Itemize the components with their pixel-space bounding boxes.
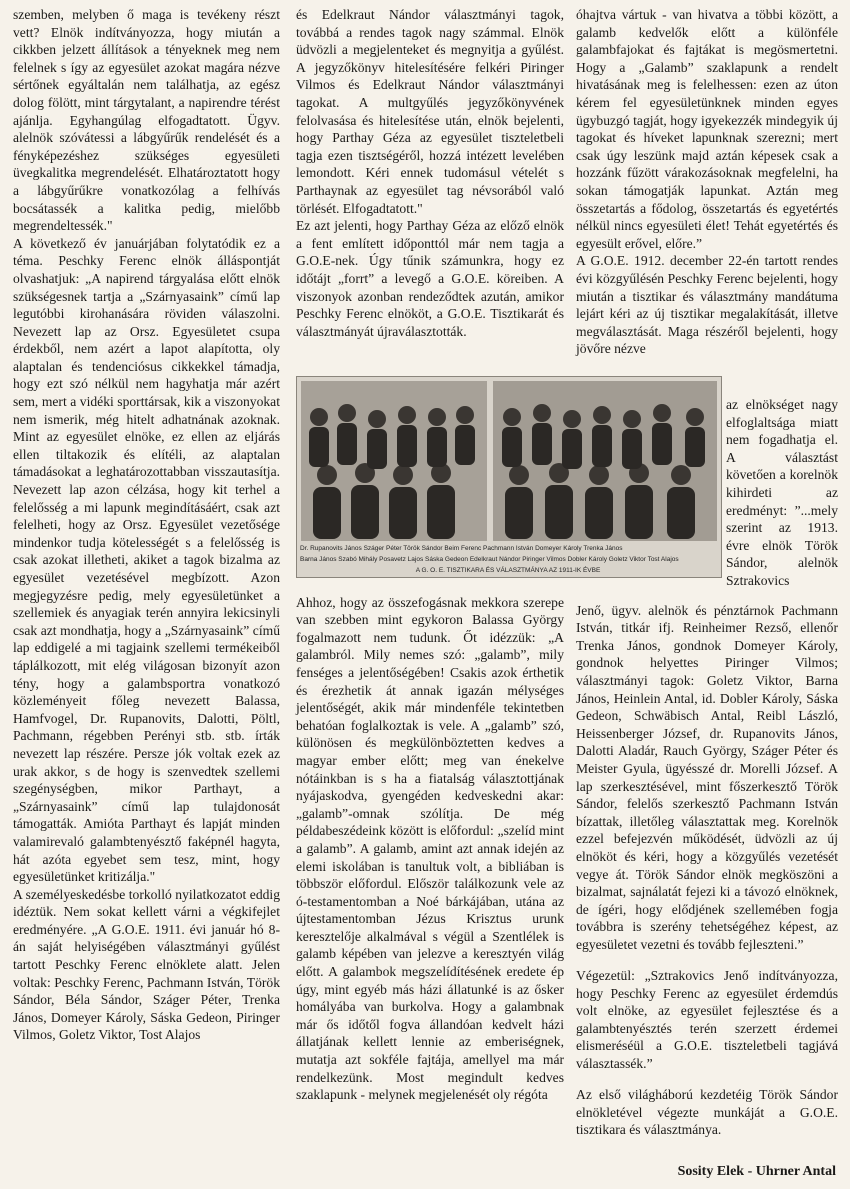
paragraph: Jenő, ügyv. alelnök és pénztárnok Pachmann István, titkár ifj. Reinheimer Rezső, ellenőr Trenka János, gondnok Domeyer Károly, gondnok helyettes Piringer Vilmos; választmányi tagok: Goletz Viktor, Barna János, Heinlein Antal, id. Dobler Károly, Sáska Gedeon, Schwäbisch Antal, Reibl László, Heissenberger József, dr. Rupanovits János, Dalotti Aladár, Rauch György, Száger Péter és Meister Gyula, ügyésszé dr. Morelli József. A lap szerkesztésével, mint főszerkesztő Török Sándor, felelős szerkesztő Pachmann István bízattak, illetőleg választattak meg. Korelnök ezzel befejezvén működését, üdvözli az új elnököt és kéri, hogy a közgyűlés vezetését vegye át. Török Sándor elnök megköszöni a bizalmat, sajnálatát fejezi ki a távozó elnöknek, de ígéri, hogy elődjének szellemében fogja továbbra is szerény tehetségéhez képest, az egyesületet vezetni és tovább fejleszteni.” (576, 602, 838, 952)
photo-caption-row-2: Barna János Szabó Mihály Posavetz Lajos Sáska Gedeon Edelkraut Nándor Piringer Vilmos Dobler Károly Goletz Viktor Tost Alajos (300, 556, 679, 563)
paragraph: A G.O.E. 1912. december 22-én tartott rendes évi közgyűlésén Peschky Ferenc bejelenti, hogy miután a tisztikar és választmány mandátuma lejárt kéri az új tisztikar megalakítását, illetve megválasztását. Maga részéről bejelenti, hogy jövőre nézve (576, 253, 838, 357)
column-3-lower (576, 588, 838, 1153)
paragraph: Ez azt jelenti, hogy Parthay Géza az előző elnök a fent említett időponttól már nem tagja a G.O.E-nek. Úgy tűnik számunkra, hogy ez időtájt „forrt” a levegő a G.O.E. köreiben. A viszonyok azonban rendeződtek azután, amikor Peschky Ferenc elnököt, a G.O.E. Tisztikarát és választmányát újraválasztották. (296, 218, 564, 339)
paragraph: Ahhoz, hogy az összefogásnak mekkora szerepe van szebben mint egykoron Balassa György fogalmazott nem tudunk. Őt idézzük: „A galambról. Mily nemes szó: „galamb”, mily fenséges a jelentőségében! Csakis azok érthetik és érezhetik át annak igazán mélységes jelentőségét, akik már mindenféle tekintetben behatóan foglalkoztak is vele. A „galamb” szó, különösen és megkülönböztetten kedves a magyar ember előtt; meg van énekelve nótáinkban is s ha a fiatalság választottjának nyájaskodva, gyengéden kedveskedni akar: „galamb”-omnak szólítja. De még példabeszédeink között is előfordul: „szelíd mint a galamb”. A galamb, amint azt annak idején az elemi iskolában is tanultuk volt, a bibliában is többször előfordul. Először találkozunk vele az ó-testamentomban a Noé bárkájában, utána az újtestamentomban Jézus Krisztus urunk keresztelője alkalmával s végül a Szentlélek is galamb képében van jelezve a keresztyén világ előtt. A galambok megszelídítésének eredete ép úgy, mint egyéb más házi állatunké is az ősker homályába van burkolva. Hogy a galambnak már ős időtől fogva állandóan kedvelt házi állatjának kellett lennie az emberiségnek, mutatja azt sokféle fajtája, amellyel ma már rendelkezünk. Most megindult kedves szaklapunk - melynek megjelenését oly régóta (296, 594, 564, 1103)
column-2 (296, 6, 564, 340)
column-3 (576, 6, 838, 358)
column-2-lower (296, 580, 564, 1117)
paragraph: Az első világháború kezdetéig Török Sándor elnökletével végezte munkáját a G.O.E. tisztikara és választmánya. (576, 1087, 838, 1138)
photo-caption-row-1: Dr. Rupanovits János Száger Péter Török Sándor Beim Ferenc Pachmann István Domeyer Károly Trenka János (300, 545, 623, 552)
photo-title: A G. O. E. TISZTIKARA ÉS VÁLASZTMÁNYA AZ 1911-IK ÉVBE (415, 567, 601, 574)
paragraph: A következő év januárjában folytatódik ez a téma. Peschky Ferenc elnök álláspontját olvashatjuk: „A napirend tárgyalása előtt elnök szükségesnek tartja a „Szárnyasaink” című lap legutóbbi kirohanására röviden válaszolni. Nevezett lap az Orsz. Egyesületet csupa érdekből, nem azért a lapot alapította, oly alaptalan és tendenciósus cikkekkel támadja, hogy ezt szó nélkül nem hagyhatja már azért sem, mert a vidéki sporttársak, kik a viszonyokat nem ismerik, még hitelt adhatnának azoknak. Mint az egyesület elnöke, ez ellen az eljárás ellen tiltakozik és elítéli, az alaptalan támadásokat a leghatározottabban visszautasítja. Nevezett lap azon célzása, hogy kit terhel a felelősség a mi lapunk megindításáért, csak azt felelheti, hogy az Orsz. Egyesület vezetősége mindenkor tudja kötelességét s a felelősség is csak azokat illetheti, akiket a tagok bizalma az egyesület vezetésével megbízott. Azon megjegyzésre pedig, mely egyesületünket a szellemiek és anyagiak terén annyira lekicsinyli csak azt mondhatja, hogy a „Szárnyasaink” című lap eddigelé a mi tagjaink szellemi termékeiből táplálkozott, mit elég világosan bizonyít azon tény, hogy a galambsportra vonatkozó közleményeit főleg nevezett Balassa, Hamfvogel, Dr. Rupanovits, Dalotti, Pöltl, Pachmann, régebben Perényi stb. stb. írták nevezett lap részére. Persze jók voltak ezek az urak akkor, s de hogy is szenvedtek szellemi szegénységben, mikor Parthayt, a „Szárnyasaink” című lap tulajdonosát támogatták. Amióta Parthayt és lapját minden valamirevaló galambtenyésztő faképnél hagyta, hát azóta egyebet sem tesz, mint, hogy egyesületünket kritizálja." (13, 235, 280, 885)
paragraph: és Edelkraut Nándor választmányi tagok, továbbá a rendes tagok nagy számmal. Elnök üdvözli a megjelenteket és megnyitja a gyűlést. A jegyzőkönyv hitelesítésére felkéri Piringer Vilmos és Edelkraut Nándor választmányi tagokat. A multgyűlés jegyzőkönyvének felolvasása és hitelesítése után, elnök bejelenti, hogy Parthay Géza az egyesület tiszteletbeli tagja ezen tisztségéről, hozzá intézett levelében lemondott. Kéri ennek tudomásul vételét s Parthaynak az egyesület tag névsorából való törlését. Elfogadtatott." (296, 7, 564, 216)
paragraph: A személyeskedésbe torkolló nyilatkozatot eddig idéztük. Nem sokat kellett várni a végkifejlet eredményére. „A G.O.E. 1911. évi január hó 8-án saját helyiségében választmányi gyűlést tartott Peschky Ferenc elnöklete alatt. Jelen voltak: Peschky Ferenc, Pachmann István, Török Sándor, Béla Sándor, Száger Péter, Trenka János, Domeyer Károly, Sáska Gedeon, Piringer Vilmos, Goletz Viktor, Tost Alajos (13, 886, 280, 1043)
paragraph: Végezetül: „Sztrakovics Jenő indítványozza, hogy Peschky Ferenc az egyesület érdemdús volt elnöke, az egyesület fejlesztése és a galambtenyésztés terén szerzett érdemei elismeréséül a G.O.E. tiszteletbeli tagjává választassék.” (576, 968, 838, 1072)
column-3-narrow: az elnökséget nagy elfoglaltsága miatt nem fogadhatja el. A választást követően a korelnök kihirdeti az eredményt: ”...mely szerint az 1913. évre elnök Török Sándor, alelnök Sztrakovics (726, 397, 838, 588)
paragraph: szemben, melyben ő maga is tevékeny részt vett? Elnök indítványozza, hogy miután a cikkben jelzett állítások a tényeknek meg nem felelnek s így az egyesület azokat magára nézve sértőnek egyáltalán nem találhatja, az egész dolog fölött, mint tárgytalant, a napirendre térést ajánlja. Egyhangúlag elfogadtatott. Ügyv. alelnök szóvátessi a lábgyűrűk rendelését és a fényképezéshez szükséges egyesületi üvegkalitka megrendelését. Elhatároztatott hogy a lábgyűrűkre vonatkozólag a felhívás bocsátassék a kalitka pedig, mielőbb megrendeltessék." (13, 7, 280, 234)
column-1 (13, 6, 280, 1044)
author-signature: Sosity Elek - Uhrner Antal (677, 1164, 836, 1179)
paragraph: óhajtva vártuk - van hivatva a többi között, a galamb kedvelők előtt a különféle galambfajokat és fajtákat is megösmertetni. Hogy a „Galamb” szaklapunk a rendelt hivatásának meg is felelhessen: ezen az úton kérem fel egyesületünknek minden egyes ügybuzgó tagját, hogy igyekezzék mindegyik új tagokat és híveket lapunknak szerezni; mert csak úgy leszünk majd aztán képesek csak a hozzánk fűzött várakozásoknak megfelelni, ha sokan támogatják lapunkat. Aztán meg összetartás a fődolog, összetartás és egyetértés nélkül nincs egyesületi élet! Tehát egyetértés és egyesült erővel, előre.” (576, 7, 838, 251)
